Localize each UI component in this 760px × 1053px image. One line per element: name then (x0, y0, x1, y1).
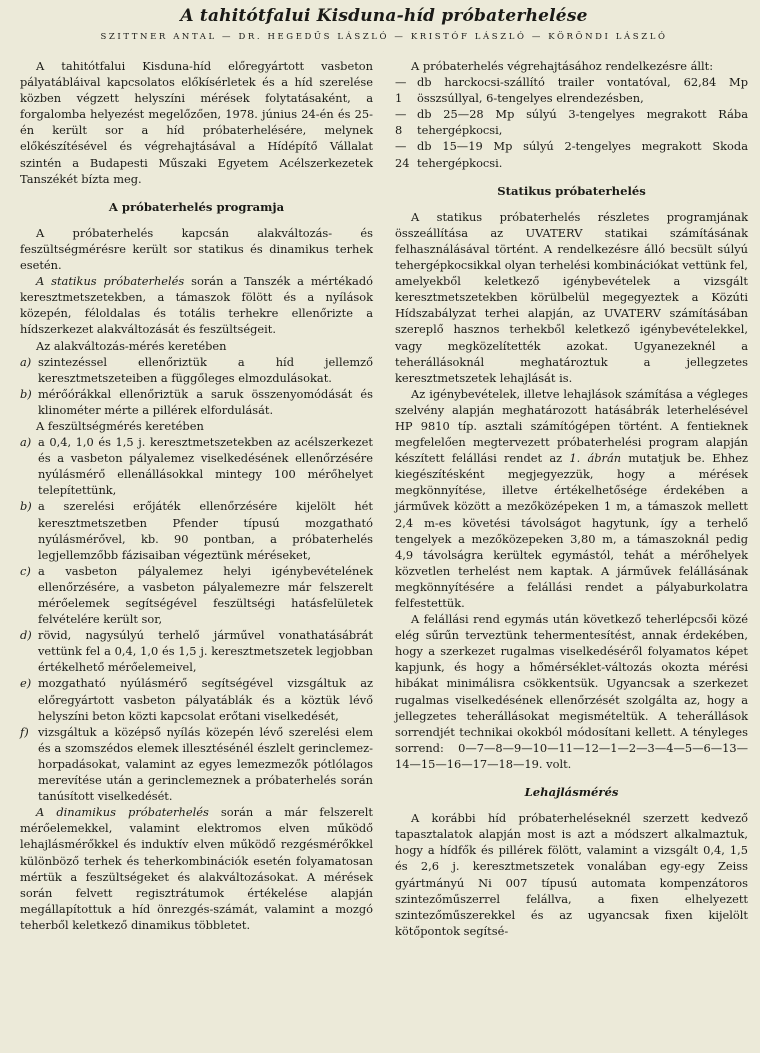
figure-reference: 1. ábrán (569, 451, 622, 466)
list-item: e) mozgatható nyúlásmérő segítségével vizsgáltuk az előregyártott vasbeton pályatáblák és a köztük lévő helyszíni beton közti kapcsolat erőtani viselkedését, (20, 676, 373, 723)
vehicle-list (395, 74, 748, 171)
paragraph: Az igénybevételek, illetve lehajlások számítása a végleges szelvény alapján meghatározott hatásábrák leterhelésével HP 9810 típ. asztali számítógépen történt. A fentieknek megfelelően megtervezett próbaterhelési program alapján készített felállási rendet az 1. ábrán mutatjuk be. Ehhez kiegészítésként megjegyezzük, hogy a mérések megkönnyítése, illetve értékelhetősége érdekében a járművek között a mezőközépeken 1 m, a támaszok mellett 2,4 m-es követési távolságot hagytunk, így a terhelő tengelyek a mezőközepeken 3,80 m, a támaszoknál pedig 4,9 távolságra kerültek egymástól, tehát a mérőhelyek közvetlen terhelést nem kaptak. A járművek felállásának megkönnyítésére a felállási rendet a pályaburkolatra felfestettük. (395, 386, 748, 610)
paragraph: A felállási rend egymás után következő teherlépcsői közé elég sűrűn terveztünk tehermentesítést, annak érdekében, hogy a szerkezet rugalmas viselkedéséről folyamatos képet kapjunk, és hogy a hőmérséklet-változás okozta mérési hibákat minimálisra csökkentsük. Ugyancsak a szerkezet rugalmas viselkedésének ellenőrzését szolgálta az, hogy a jellegzetes teherállásokat megismételtük. A teherállások sorrendjét technikai okokból módosítani kellett. A tényleges sorrend: 0—7—8—9—10—11—12—1—2—3—4—5—6—13—14—15—16—17—18—19. volt. (395, 612, 748, 771)
list-item: b) mérőórákkal ellenőriztük a saruk összenyomódását és klinométer mérte a pillérek elfordulását. (20, 386, 373, 417)
list-item: — 1 db harckocsi-szállító trailer vontatóval, 62,84 Mp összsúllyal, 6-tengelyes elrendezésben, (395, 75, 748, 106)
deformation-list (20, 354, 373, 418)
stress-list (20, 434, 373, 804)
list-item: b) a szerelési erőjáték ellenőrzésére kijelölt hét keresztmetszetben Pfender típusú mozgatható nyúlásmérővel, kb. 90 pontban, a próbaterhelés legjellemzőbb fázisaiban végeztünk méréseket, (20, 499, 373, 562)
list-item: a) a 0,4, 1,0 és 1,5 j. keresztmetszetekben az acélszerkezet és a vasbeton pályalemez viselkedésének ellenőrzésére nyúlásmérő ellenállásokkal mintegy 100 mérőhelyet telepítettünk, (20, 435, 373, 498)
paragraph: A statikus próbaterhelés során a Tanszék a mértékadó keresztmetszetekben, a támaszok fölött és a nyílások közepén, féloldalas és totális terhekre ellenőrizte a hídszerkezet alakváltozását és feszültségeit. (20, 274, 373, 337)
paragraph: A próbaterhelés végrehajtásához rendelkezésre állt: (411, 59, 714, 73)
intro-paragraph: A tahitótfalui Kisduna-híd előregyártott vasbeton pályatábláival kapcsolatos előkísérletek és a híd szerelése közben végzett helyszíni mérések folytatásaként, a forgalomba helyezést megelőzően, 1978. június 24-én és 25-én került sor a híd próbaterhelésére, melynek előkészítésével és végrehajtásával a Hídépítő Vállalat szintén a Budapesti Műszaki Egyetem Acélszerkezetek Tanszékét bízta meg. (20, 59, 373, 186)
right-column (395, 58, 748, 939)
section-heading-deflection: Lehajlásmérés (524, 785, 619, 800)
article-title: A tahitótfalui Kisduna-híd próbaterhelése (180, 6, 588, 26)
list-item: f) vizsgáltuk a középső nyílás közepén lévő szerelési elem és a szomszédos elemek illesztésénél észlelt gerinclemez-horpadásokat, valamint az egyes lemezmezők pótlólagos merevítése után a gerinclemeznek a próbaterhelés során tanúsított viselkedését. (20, 724, 373, 804)
section-heading-program: A próbaterhelés programja (108, 199, 285, 214)
emphasis-dynamic: A dinamikus próbaterhelés (36, 805, 209, 820)
list-item: — 24 db 15—19 Mp súlyú 2-tengelyes megrakott Skoda tehergépkocsi. (395, 139, 748, 170)
emphasis-static: A statikus próbaterhelés (36, 274, 185, 289)
paragraph: A dinamikus próbaterhelés során a már felszerelt mérőelemekkel, valamint elektromos elven működő lehajlásmérőkkel és induktív elven működő rezgésmérőkkel különböző terhek és teherkombinációk esetén folyamatosan mértük a feszültségeket és alakváltozásokat. A mérések során felvett regisztrátumok értékelése alapján megállapítottuk a híd önrezgés-számát, valamint a mozgó teherből keletkező dinamikus többletet. (20, 805, 373, 932)
list-item: c) a vasbeton pályalemez helyi igénybevételének ellenőrzésére, a vasbeton pályalemezre már felszerelt mérőelemek segítségével feszültségi hatásfelületek felvételére került sor, (20, 563, 373, 627)
author-line: SZITTNER ANTAL — DR. HEGEDŰS LÁSZLÓ — KRISTÓF LÁSZLÓ — KÖRÖNDI LÁSZLÓ (100, 32, 668, 42)
left-column (20, 58, 373, 939)
paragraph: A feszültségmérés keretében (36, 418, 204, 433)
paragraph: A próbaterhelés kapcsán alakváltozás- és feszültségmérésre került sor statikus és dinamikus terhek esetén. (20, 225, 373, 273)
two-column-body (20, 58, 748, 939)
list-item: — 8 db 25—28 Mp súlyú 3-tengelyes megrakott Rába tehergépkocsi, (395, 107, 748, 138)
list-item: a) szintezéssel ellenőriztük a híd jellemző keresztmetszeteiben a függőleges elmozdulásokat. (20, 354, 373, 385)
paragraph: A korábbi híd próbaterheléseknél szerzett kedvező tapasztalatok alapján most is azt a módszert alkalmaztuk, hogy a hídfők és pillérek fölött, valamint a vizsgált 0,4, 1,5 és 2,6 j. keresztmetszetek vonalában egy-egy Zeiss gyártmányú Ni 007 típusú automata kompenzátoros szintezőműszerrel felállva, a fixen elhelyezett szintezőműszerekkel és az ugyancsak fixen kijelölt kötőpontok segítsé- (395, 811, 748, 938)
list-item: d) rövid, nagysúlyú terhelő járművel vonathatásábrát vettünk fel a 0,4, 1,0 és 1,5 j. keresztmetszetek legjobban értékelhető mérőelemeivel, (20, 628, 373, 675)
section-heading-static: Statikus próbaterhelés (497, 183, 646, 198)
paragraph: Az alakváltozás-mérés keretében (36, 338, 227, 353)
paragraph: A statikus próbaterhelés részletes programjának összeállítása az UVATERV statikai számításának felhasználásával történt. A rendelkezésre álló becsült súlyú tehergépkocsikkal olyan terhelési kombinációkat vettünk fel, amelyekből keletkező igénybevételek a vizsgált keresztmetszetekben körülbelül megegyeztek a Közúti Hídszabályzat terhei alapján, az UVATERV számításában szereplő hasznos terhekből keletkező igénybevételekkel, vagy megközelítették azokat. Ugyanezeknél a teherállásoknál meghatároztuk a jellegzetes keresztmetszetek lehajlását is. (395, 209, 748, 385)
